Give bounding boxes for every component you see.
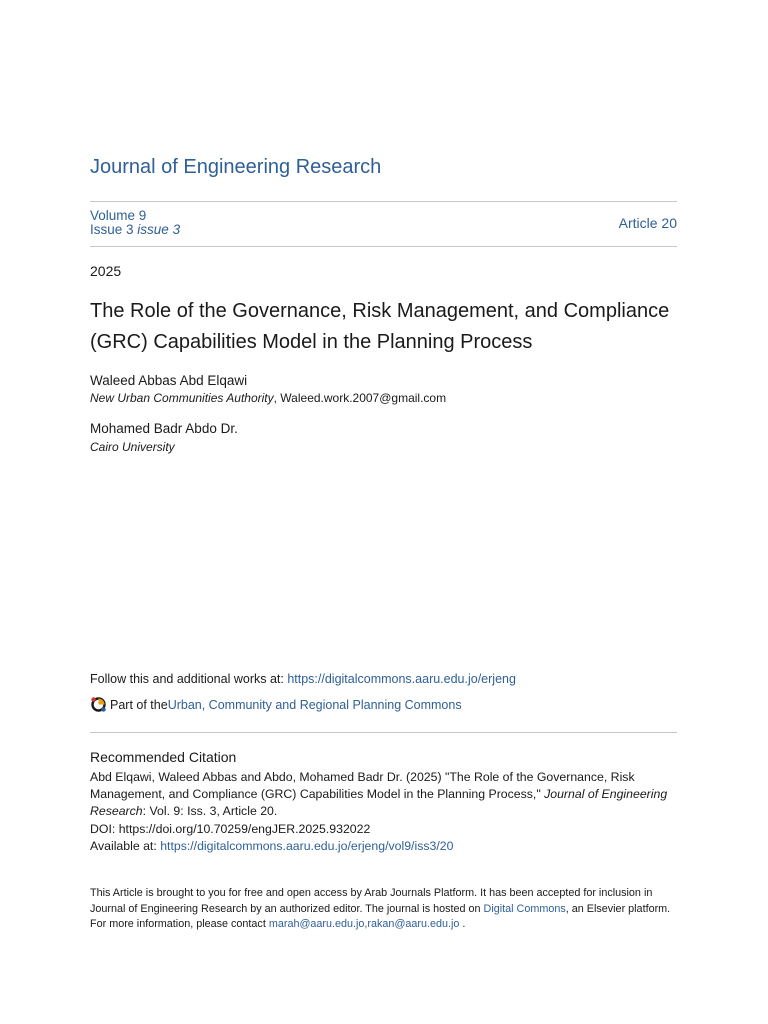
citation-doi: DOI: https://doi.org/10.70259/engJER.2025.932022 xyxy=(90,821,371,836)
notice-text: , an Elsevier platform. For more information, please contact xyxy=(90,902,671,930)
affiliation-name: Cairo University xyxy=(90,440,175,454)
header-divider-top xyxy=(90,201,677,202)
commons-discipline-link[interactable]: Urban, Community and Regional Planning Commons xyxy=(167,697,462,712)
issue-link[interactable] xyxy=(90,223,180,237)
issue-prefix: Issue 3 xyxy=(90,222,134,237)
citation-divider xyxy=(90,732,677,733)
citation-block xyxy=(90,769,682,855)
citation-main: Abd Elqawi, Waleed Abbas and Abdo, Mohamed Badr Dr. (2025) "The Role of the Governance, Risk Management, and Compliance (GRC) Capabilities Model in the Planning Process," xyxy=(90,770,635,802)
follow-label: Follow this and additional works at: xyxy=(90,672,288,686)
volume-issue-block xyxy=(90,209,180,237)
notice-text: This Article is brought to you for free and open access by Arab Journals Platform. It has been accepted for inclusion in Journal of Engineering Research by an authorized editor. The journal is hosted on xyxy=(90,887,653,915)
part-of-label: Part of the xyxy=(110,697,168,712)
part-of-line xyxy=(90,696,462,713)
volume-link[interactable]: Volume 9 xyxy=(90,208,147,223)
header-divider-bottom xyxy=(90,246,677,247)
contact-email-link[interactable]: marah@aaru.edu.jo,rakan@aaru.edu.jo xyxy=(268,918,460,930)
author-affiliation xyxy=(90,391,446,405)
citation-available xyxy=(90,838,682,855)
citation-journal: Journal of Engineering Research xyxy=(90,787,668,819)
citation-volume: : Vol. 9: Iss. 3, Article 20. xyxy=(142,804,278,819)
collection-url-link[interactable]: https://digitalcommons.aaru.edu.jo/erjeng xyxy=(287,672,516,686)
digital-commons-network-icon xyxy=(90,696,107,713)
author-name: Waleed Abbas Abd Elqawi xyxy=(90,373,248,388)
article-url-link[interactable]: https://digitalcommons.aaru.edu.jo/erjeng/vol9/iss3/20 xyxy=(160,838,454,853)
available-label: Available at: xyxy=(90,838,161,853)
issue-name: issue 3 xyxy=(137,222,181,237)
digital-commons-link[interactable]: Digital Commons xyxy=(483,902,566,915)
affiliation-name: New Urban Communities Authority xyxy=(90,391,274,405)
follow-line xyxy=(90,672,516,686)
citation-text xyxy=(90,769,682,821)
author-name: Mohamed Badr Abdo Dr. xyxy=(90,421,238,436)
author-email: , Waleed.work.2007@gmail.com xyxy=(273,391,447,405)
paper-title: The Role of the Governance, Risk Management, and Compliance (GRC) Capabilities Model in the Planning Process xyxy=(90,300,670,353)
article-number-link[interactable]: Article 20 xyxy=(618,215,677,231)
publication-year: 2025 xyxy=(90,263,122,279)
notice-text: . xyxy=(459,918,466,930)
author-affiliation xyxy=(90,440,175,454)
journal-title-link[interactable]: Journal of Engineering Research xyxy=(90,156,382,178)
recommended-citation-heading: Recommended Citation xyxy=(90,749,237,765)
open-access-notice xyxy=(90,886,680,933)
